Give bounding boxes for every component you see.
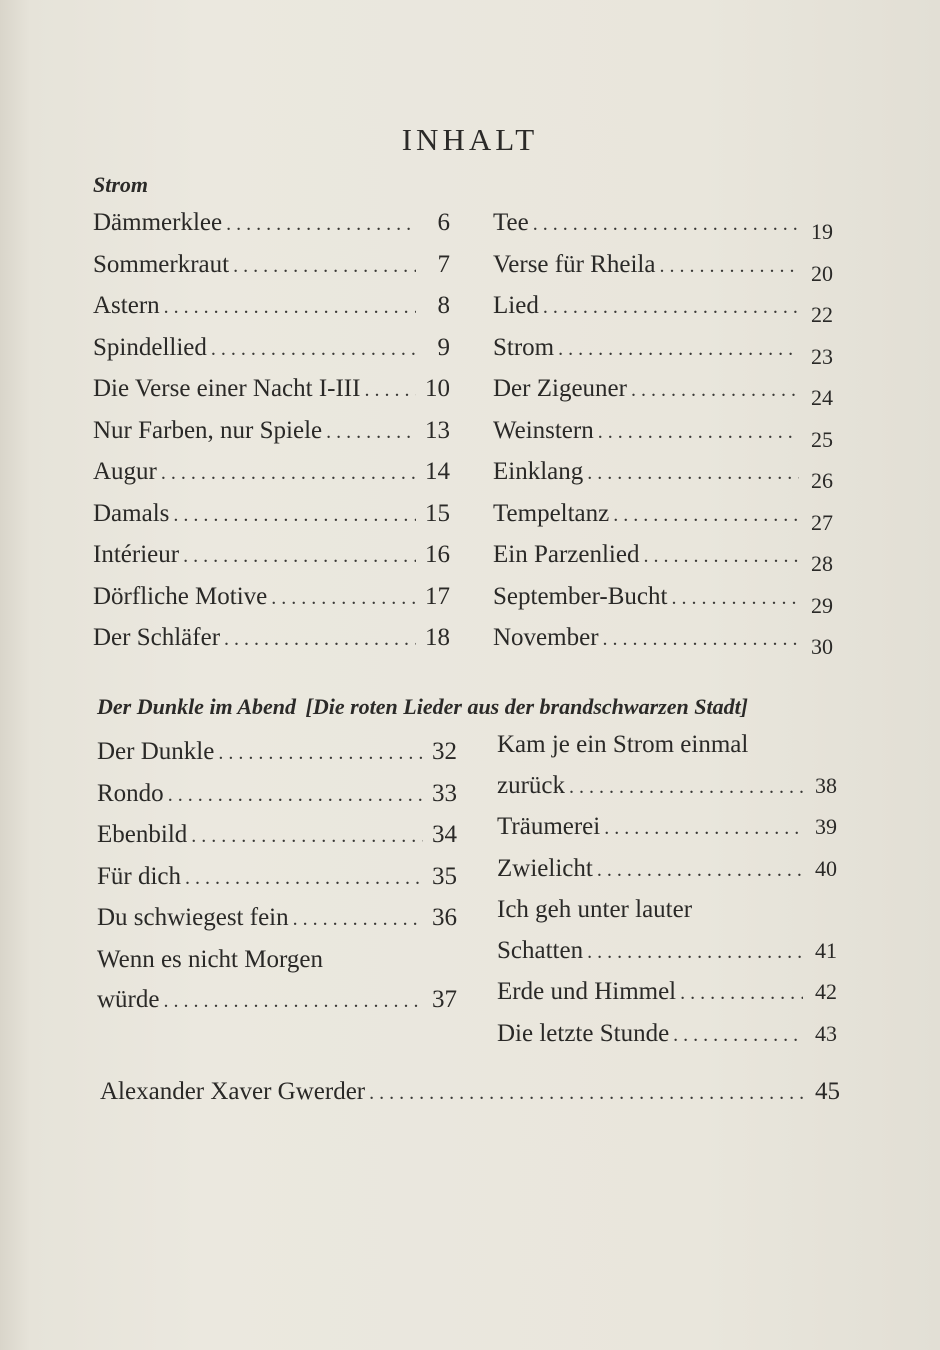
entry-page: 27 (811, 509, 833, 535)
entry-title: Alexander Xaver Gwerder (100, 1078, 366, 1105)
entry-dots (226, 204, 416, 245)
toc-entry (97, 980, 457, 1022)
entry-dots (671, 578, 799, 619)
entry-title: Erde und Himmel (497, 978, 677, 1005)
entry-title: Rondo (97, 779, 164, 807)
entry-page: 24 (811, 385, 833, 410)
entry-page: 7 (437, 250, 450, 278)
toc-entry (497, 849, 837, 891)
entry-title: Astern (93, 292, 160, 319)
toc-entry (493, 411, 833, 453)
entry-title: Intérieur (93, 541, 180, 568)
entry-page: 41 (815, 937, 837, 963)
toc-entry (93, 618, 450, 660)
entry-dots (587, 453, 799, 494)
entry-dots (224, 619, 416, 660)
entry-page: 8 (437, 292, 450, 319)
entry-title: Der Zigeuner (493, 375, 627, 402)
entry-page: 35 (432, 862, 457, 890)
entry-dots (161, 453, 416, 494)
toc-entry (493, 577, 833, 619)
toc-entry (93, 411, 450, 453)
toc-entry (97, 774, 457, 816)
entry-dots (163, 981, 423, 1022)
entry-page: 25 (811, 426, 833, 452)
section-heading-dunkle (97, 694, 748, 720)
entry-dots (680, 973, 803, 1014)
toc-entry (100, 1072, 840, 1114)
entry-title: Ich geh unter lauter (497, 896, 693, 923)
entry-title: Für dich (97, 862, 182, 890)
entry-dots (631, 370, 799, 411)
entry-title: November (493, 624, 599, 651)
entry-title: September-Bucht (493, 582, 668, 610)
entry-page: 15 (425, 499, 450, 527)
entry-dots (558, 329, 799, 370)
entry-page: 26 (811, 468, 833, 493)
entry-dots (185, 858, 423, 899)
entry-title: Ebenbild (97, 821, 188, 848)
entry-dots (173, 495, 416, 536)
author-entry (100, 1072, 840, 1114)
entry-dots (603, 619, 799, 660)
entry-page: 9 (437, 333, 450, 361)
entry-title: Spindellied (93, 333, 207, 361)
entry-page: 30 (811, 634, 833, 659)
entry-title: Lied (493, 292, 539, 319)
entry-page: 14 (425, 458, 450, 485)
entry-title: Weinstern (493, 416, 594, 444)
entry-page: 32 (432, 738, 457, 765)
entry-title: Einklang (493, 458, 584, 485)
entry-dots (543, 287, 799, 328)
entry-title: zurück (497, 771, 566, 799)
entry-page: 20 (811, 260, 833, 286)
toc-entry (497, 766, 837, 808)
entry-page: 37 (432, 986, 457, 1013)
entry-page: 18 (425, 624, 450, 651)
toc-entry (493, 618, 833, 660)
entry-title: Träumerei (497, 813, 601, 840)
toc-entry (93, 535, 450, 577)
entry-dots (271, 578, 416, 619)
entry-title: Die letzte Stunde (497, 1019, 670, 1047)
entry-dots (364, 370, 416, 411)
entry-title: Dämmerklee (93, 209, 223, 236)
entry-dots (293, 899, 423, 940)
entry-title: Der Dunkle (97, 738, 215, 765)
toc-entry (93, 203, 450, 245)
entry-page: 38 (815, 772, 837, 798)
section2-right-column (497, 725, 837, 1055)
entry-page: 29 (811, 592, 833, 618)
toc-entry (497, 931, 837, 973)
toc-entry (497, 807, 837, 849)
toc-entry (497, 972, 837, 1014)
entry-dots (598, 412, 799, 453)
entry-page: 13 (425, 416, 450, 444)
toc-entry (493, 535, 833, 577)
section1-left-column (93, 203, 450, 660)
entry-page: 42 (815, 979, 837, 1004)
toc-entry (93, 494, 450, 536)
entry-dots (183, 536, 416, 577)
toc-entry (93, 286, 450, 328)
toc-entry (493, 494, 833, 536)
toc-entry (97, 732, 457, 774)
entry-title: Kam je ein Strom einmal (497, 731, 749, 758)
entry-page: 22 (811, 302, 833, 327)
entry-dots (643, 536, 799, 577)
entry-page: 40 (815, 855, 837, 881)
entry-title: Zwielicht (497, 854, 593, 882)
toc-entry (493, 203, 833, 245)
entry-title: Sommerkraut (93, 250, 230, 278)
entry-page: 23 (811, 343, 833, 369)
entry-dots (369, 1073, 806, 1114)
entry-page: 19 (811, 219, 833, 244)
entry-page: 10 (425, 375, 450, 402)
toc-entry (497, 890, 837, 931)
toc-entry (97, 815, 457, 857)
entry-dots (164, 287, 416, 328)
entry-title: Tempeltanz (493, 499, 610, 527)
entry-dots (326, 412, 416, 453)
entry-title: würde (97, 986, 160, 1013)
toc-entry (97, 940, 457, 981)
entry-title: Wenn es nicht Morgen (97, 945, 323, 973)
section1-right-column (493, 203, 833, 660)
entry-dots (211, 329, 416, 370)
entry-dots (218, 733, 423, 774)
entry-page: 6 (437, 209, 450, 236)
entry-dots (569, 767, 803, 808)
toc-entry (93, 369, 450, 411)
entry-dots (191, 816, 423, 857)
toc-entry (93, 452, 450, 494)
entry-title: Schatten (497, 936, 584, 964)
toc-entry (493, 369, 833, 411)
entry-dots (604, 808, 803, 849)
entry-title: Verse für Rheila (493, 250, 656, 278)
entry-page: 39 (815, 814, 837, 839)
toc-entry (93, 328, 450, 370)
entry-title: Damals (93, 499, 170, 527)
toc-entry (493, 245, 833, 287)
entry-page: 36 (432, 904, 457, 931)
entry-title: Strom (493, 333, 555, 361)
entry-dots (587, 932, 803, 973)
toc-entry (93, 245, 450, 287)
entry-title: Nur Farben, nur Spiele (93, 416, 323, 444)
entry-dots (659, 246, 799, 287)
entry-dots (233, 246, 416, 287)
entry-page: 45 (815, 1078, 840, 1105)
entry-dots (597, 850, 803, 891)
entry-dots (613, 495, 799, 536)
toc-entry (97, 898, 457, 940)
entry-page: 43 (815, 1020, 837, 1046)
entry-page: 34 (432, 821, 457, 848)
entry-title: Dörfliche Motive (93, 582, 268, 610)
entry-title: Augur (93, 458, 157, 485)
entry-dots (673, 1015, 803, 1056)
toc-entry (493, 452, 833, 494)
page-title: INHALT (401, 122, 539, 157)
section2-left-column (97, 732, 457, 1022)
toc-entry (97, 857, 457, 899)
entry-title: Ein Parzenlied (493, 541, 640, 568)
section-heading-strom: Strom (93, 172, 149, 197)
entry-title: Tee (493, 209, 529, 236)
entry-title: Du schwiegest fein (97, 904, 289, 931)
section-heading-sub: [Die roten Lieder aus der brandschwarzen Stadt] (305, 694, 749, 719)
section-heading-main: Der Dunkle im Abend (97, 694, 297, 719)
entry-page: 33 (432, 779, 457, 807)
entry-dots (533, 204, 799, 245)
toc-entry (497, 1014, 837, 1056)
toc-entry (93, 577, 450, 619)
entry-dots (168, 775, 423, 816)
entry-page: 16 (425, 541, 450, 568)
entry-title: Die Verse einer Nacht I-III (93, 375, 361, 402)
toc-entry (493, 328, 833, 370)
toc-entry (493, 286, 833, 328)
entry-page: 28 (811, 551, 833, 576)
entry-page: 17 (425, 582, 450, 610)
toc-entry (497, 725, 837, 766)
entry-title: Der Schläfer (93, 624, 221, 651)
